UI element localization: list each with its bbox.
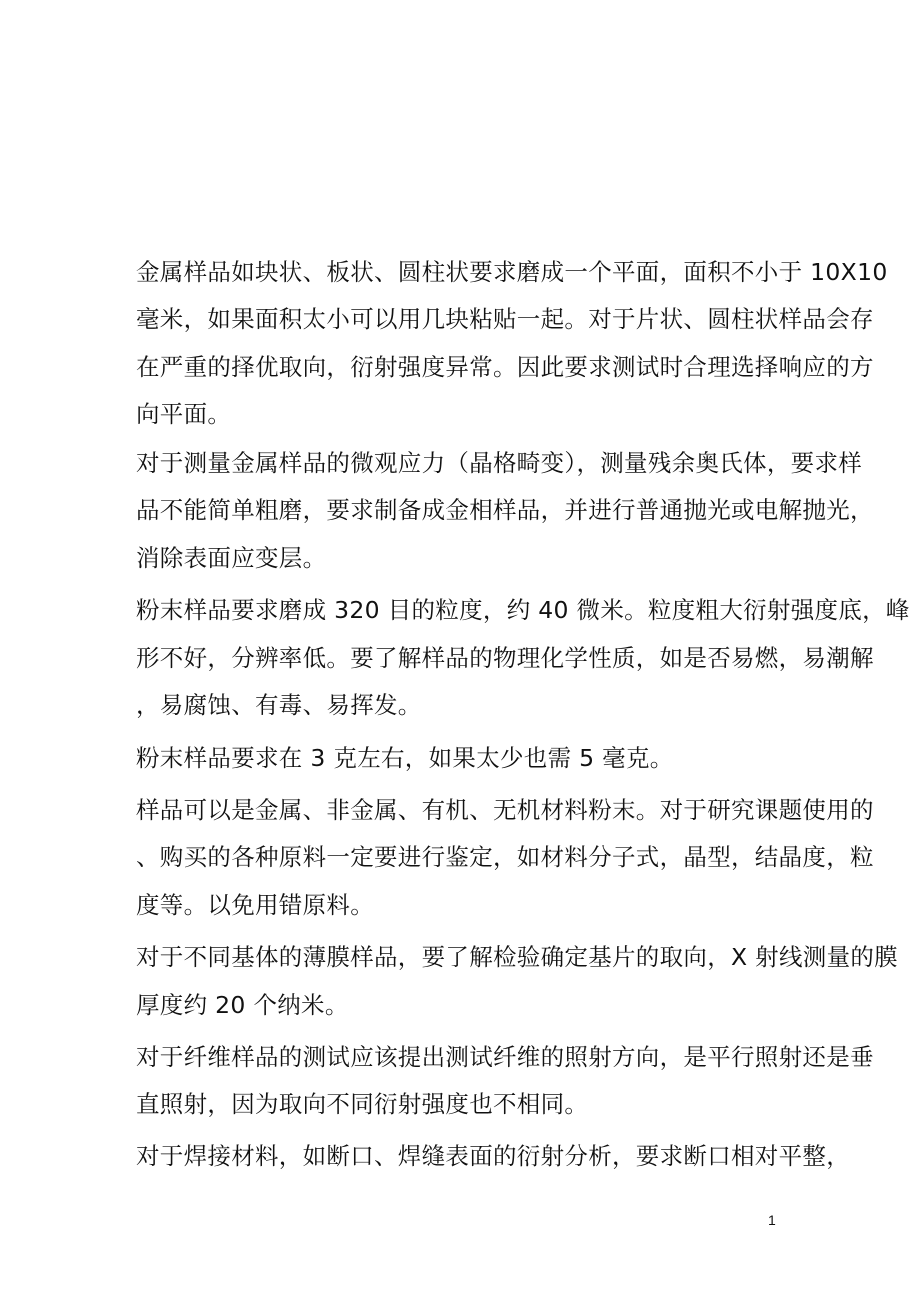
text-line: 对于纤维样品的测试应该提出测试纤维的照射方向，是平行照射还是垂 [136, 1043, 874, 1071]
page-number: 1 [768, 1212, 776, 1228]
text-line: ，易腐蚀、有毒、易挥发。 [136, 691, 422, 719]
text-line: 度等。以免用错原料。 [136, 891, 374, 919]
text-line: 直照射，因为取向不同衍射强度也不相同。 [136, 1090, 589, 1118]
text-line: 厚度约 20 个纳米。 [136, 991, 349, 1019]
text-line: 、购买的各种原料一定要进行鉴定，如材料分子式，晶型，结晶度，粒 [136, 843, 874, 871]
text-line: 样品可以是金属、非金属、有机、无机材料粉末。对于研究课题使用的 [136, 796, 874, 824]
text-line: 粉末样品要求在 3 克左右，如果太少也需 5 毫克。 [136, 744, 674, 772]
text-line: 品不能简单粗磨，要求制备成金相样品，并进行普通抛光或电解抛光， [136, 496, 874, 524]
text-line: 金属样品如块状、板状、圆柱状要求磨成一个平面，面积不小于 10X10 [136, 258, 888, 286]
text-line: 对于焊接材料，如断口、焊缝表面的衍射分析，要求断口相对平整， [136, 1142, 850, 1170]
text-line: 向平面。 [136, 400, 232, 428]
text-line: 形不好，分辨率低。要了解样品的物理化学性质，如是否易燃，易潮解 [136, 644, 874, 672]
text-line: 毫米，如果面积太小可以用几块粘贴一起。对于片状、圆柱状样品会存 [136, 305, 874, 333]
text-line: 对于测量金属样品的微观应力（晶格畸变），测量残余奥氏体，要求样 [136, 449, 863, 477]
text-line: 在严重的择优取向，衍射强度异常。因此要求测试时合理选择响应的方 [136, 353, 874, 381]
text-line: 对于不同基体的薄膜样品，要了解检验确定基片的取向，X 射线测量的膜 [136, 943, 898, 971]
text-line: 消除表面应变层。 [136, 544, 327, 572]
text-line: 粉末样品要求磨成 320 目的粒度，约 40 微米。粒度粗大衍射强度底，峰 [136, 596, 910, 624]
